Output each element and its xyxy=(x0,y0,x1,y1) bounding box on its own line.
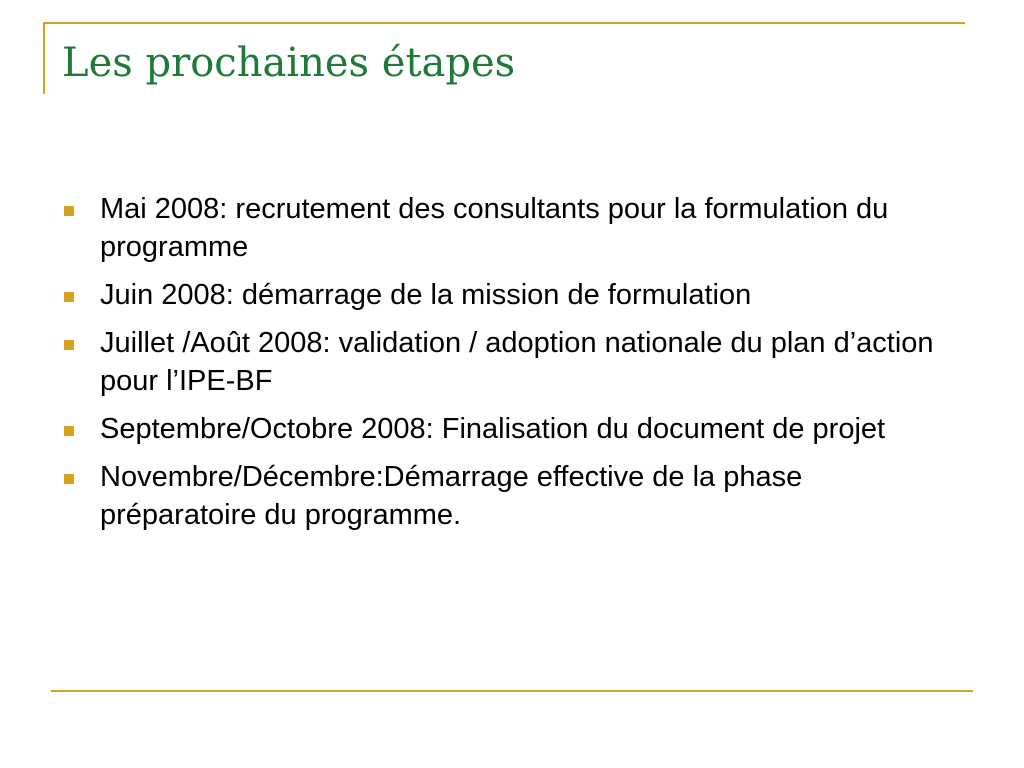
bullet-item xyxy=(62,324,962,400)
left-divider xyxy=(43,22,45,94)
bullet-item xyxy=(62,276,962,314)
bullet-text: Juin 2008: démarrage de la mission de formulation xyxy=(100,279,752,311)
slide-title: Les prochaines étapes xyxy=(62,40,516,86)
bullet-text: Mai 2008: recrutement des consultants pour la formulation du programme xyxy=(100,193,889,263)
square-bullet-icon xyxy=(64,426,74,436)
square-bullet-icon xyxy=(64,340,74,350)
bullet-item xyxy=(62,410,962,448)
bullet-item xyxy=(62,190,962,266)
bullet-text: Septembre/Octobre 2008: Finalisation du document de projet xyxy=(100,413,886,445)
bullet-text: Novembre/Décembre:Démarrage effective de la phase préparatoire du programme. xyxy=(100,461,803,531)
bullet-list xyxy=(62,190,962,544)
square-bullet-icon xyxy=(64,474,74,484)
bullet-text: Juillet /Août 2008: validation / adoption nationale du plan d’action pour l’IPE-BF xyxy=(100,327,934,397)
top-divider xyxy=(43,22,965,24)
bottom-divider xyxy=(51,690,973,692)
bullet-item xyxy=(62,458,962,534)
square-bullet-icon xyxy=(64,206,74,216)
square-bullet-icon xyxy=(64,292,74,302)
